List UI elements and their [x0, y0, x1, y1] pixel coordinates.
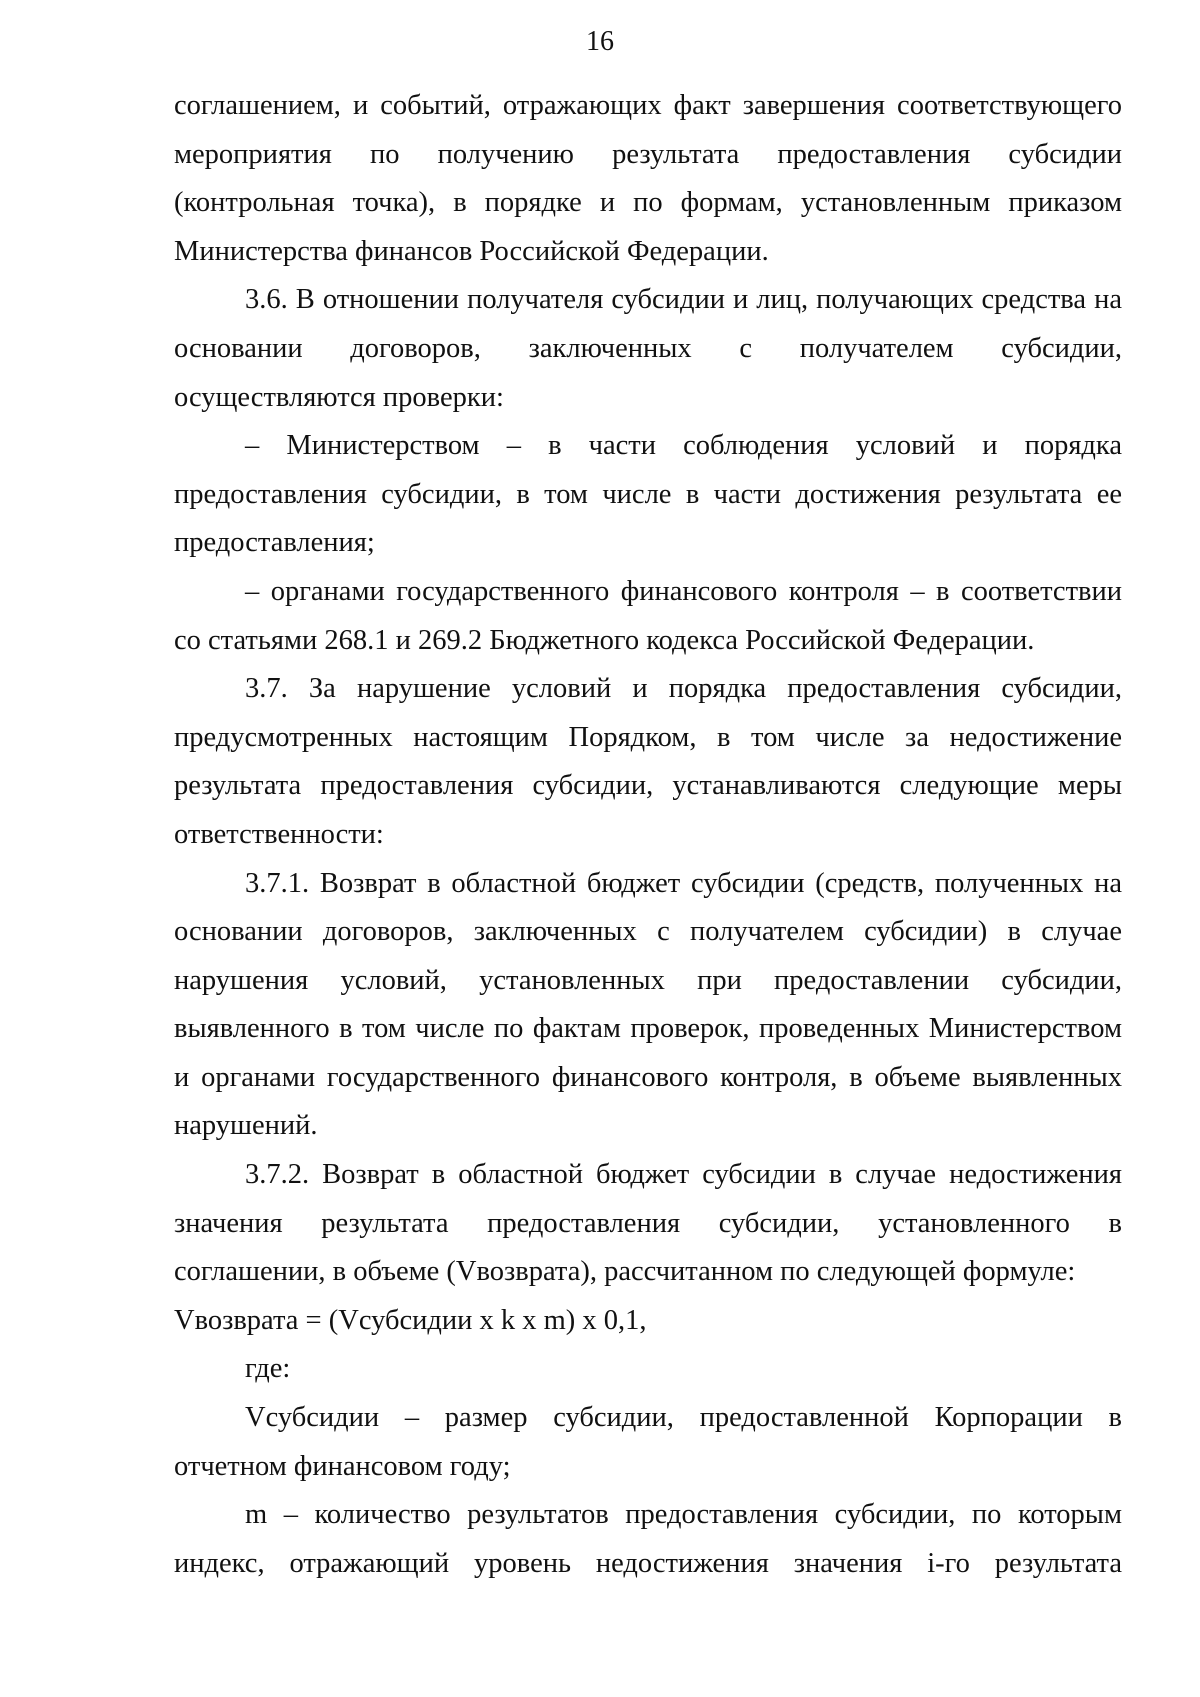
paragraph-where: где:: [245, 1353, 291, 1385]
definition-vsubsidy: Vсубсидии – размер субсидии, предоставленной Корпорации в отчетном финансовом году;: [174, 1402, 1122, 1482]
paragraph-continuation: соглашением, и событий, отражающих факт завершения соответствующего мероприятия по получению результата предоставления субсидии (контрольная точка), в порядке и по формам, установленным приказом Министерства финансов Российской Федерации.: [174, 90, 1122, 267]
formula: Vвозврата = (Vсубсидии x k x m) x 0,1,: [174, 1304, 647, 1336]
paragraph-3-7: 3.7. За нарушение условий и порядка предоставления субсидии, предусмотренных настоящим Порядком, в том числе за недостижение результата предоставления субсидии, устанавливаются следующие меры ответственности:: [174, 673, 1122, 850]
page-number: 16: [586, 26, 614, 57]
paragraph-3-7-1: 3.7.1. Возврат в областной бюджет субсидии (средств, полученных на основании договоров, заключенных с получателем субсидии) в случае нарушения условий, установленных при предоставлении субсидии, выявленного в том числе по фактам проверок, проведенных Министерством и органами государственного финансового контроля, в объеме выявленных нарушений.: [174, 867, 1122, 1142]
paragraph-ministry-checks: – Министерством – в части соблюдения условий и порядка предоставления субсидии, в том числе в части достижения результата ее предоставления;: [174, 430, 1122, 559]
definition-m: m – количество результатов предоставления субсидии, по которым индекс, отражающий уровень недостижения значения i-го результата: [174, 1499, 1122, 1579]
document-body: [174, 82, 1122, 1588]
paragraph-financial-control: – органами государственного финансового контроля – в соответствии со статьями 268.1 и 269.2 Бюджетного кодекса Российской Федерации.: [174, 575, 1122, 656]
paragraph-3-7-2: 3.7.2. Возврат в областной бюджет субсидии в случае недостижения значения результата предоставления субсидии, установленного в соглашении, в объеме (Vвозврата), рассчитанном по следующей формуле:: [174, 1159, 1122, 1288]
paragraph-3-6: 3.6. В отношении получателя субсидии и лиц, получающих средства на основании договоров, заключенных с получателем субсидии, осуществляются проверки:: [174, 284, 1122, 413]
